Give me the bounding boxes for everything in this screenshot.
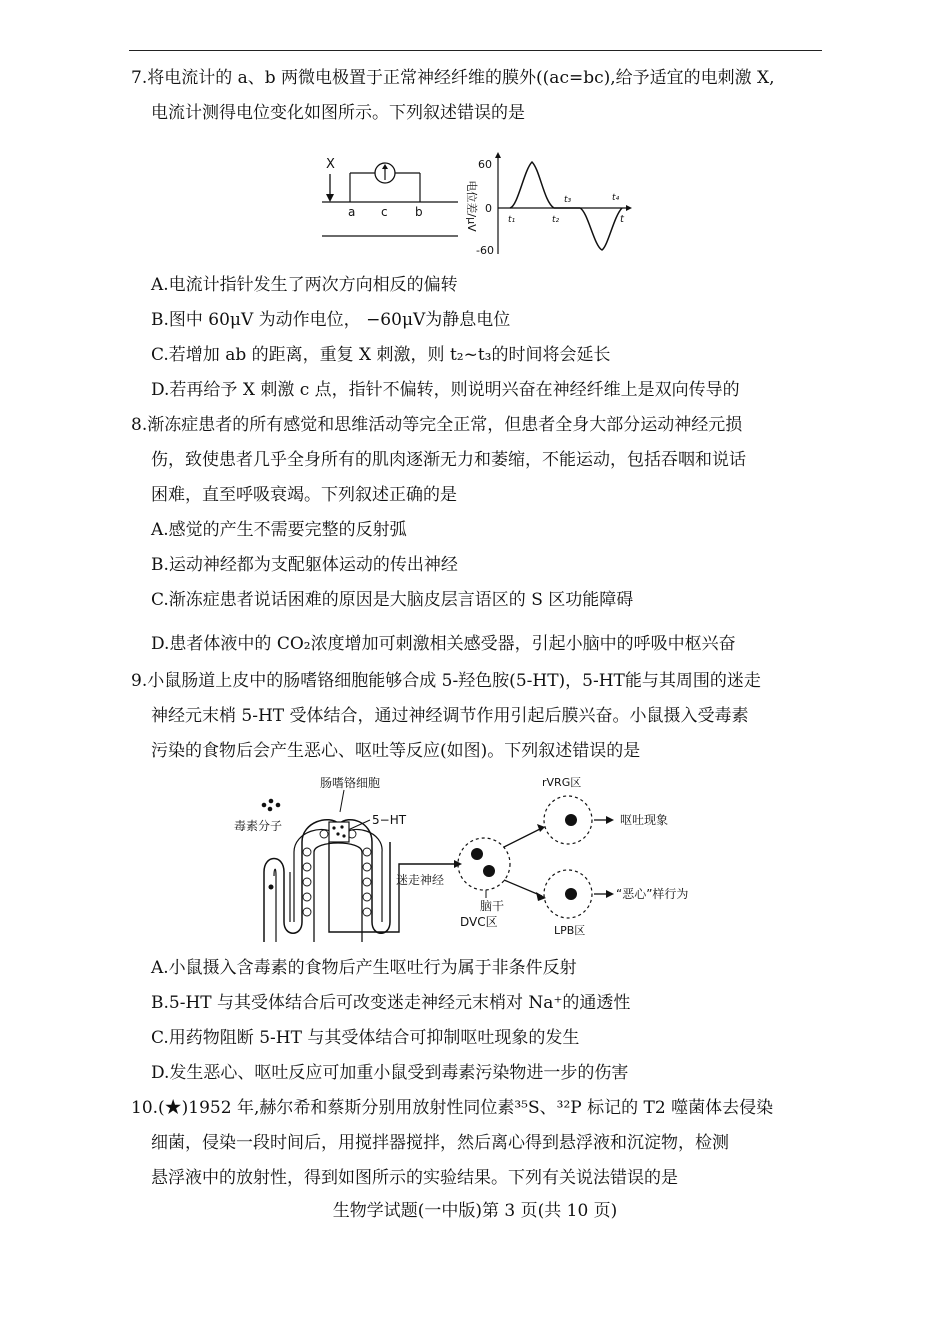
q9-brainstem-label: 脑干 [480,899,505,913]
q10-stem-line1: 10.(★)1952 年,赫尔希和蔡斯分别用放射性同位素³⁵S、³²P 标记的 T2 噬菌体去侵染 [131,1098,774,1118]
q8-stem-line3: 困难，直至呼吸衰竭。下列叙述正确的是 [151,485,457,505]
q8-option-b: B.运动神经都为支配躯体运动的传出神经 [151,555,458,575]
q7-option-d: D.若再给予 X 刺激 c 点，指针不偏转，则说明兴奋在神经纤维上是双向传导的 [151,380,740,400]
q7-stem-line2: 电流计测得电位变化如图所示。下列叙述错误的是 [151,103,525,123]
q7-option-c: C.若增加 ab 的距离，重复 X 刺激，则 t₂~t₃的时间将会延长 [151,345,611,365]
q7-figure [318,150,648,262]
q7-stim-label: X [326,157,335,172]
q9-serotonin-label: 5−HT [372,813,407,827]
q7-t2: t₂ [552,215,560,225]
q10-stem-line3: 悬浮液中的放射性，得到如图所示的实验结果。下列有关说法错误的是 [151,1168,678,1188]
q7-y-label: 电位差/μV [465,180,478,232]
q9-option-d: D.发生恶心、呕吐反应可加重小鼠受到毒素污染物进一步的伤害 [151,1063,629,1083]
q8-stem-line2: 伤，致使患者几乎全身所有的肌肉逐渐无力和萎缩，不能运动，包括吞咽和说话 [151,450,746,470]
q9-option-c: C.用药物阻断 5-HT 与其受体结合可抑制呕吐现象的发生 [151,1028,580,1048]
header-rule [129,50,822,51]
q9-stem-line1: 9.小鼠肠道上皮中的肠嗜铬细胞能够合成 5-羟色胺(5-HT)，5-HT能与其周围的迷走 [131,671,761,691]
q9-vagus-label: 迷走神经 [396,873,445,887]
q7-point-b: b [415,205,423,219]
page-footer: 生物学试题(一中版)第 3 页(共 10 页) [332,1201,618,1221]
q9-stem-line3: 污染的食物后会产生恶心、呕吐等反应(如图)。下列叙述错误的是 [151,741,641,761]
q10-stem-line2: 细菌，侵染一段时间后，用搅拌器搅拌，然后离心得到悬浮液和沉淀物，检测 [151,1133,729,1153]
q7-y-tick-60: 60 [478,158,492,171]
q7-y-tick-0: 0 [485,202,492,215]
q9-ec-cell-label: 肠嗜铬细胞 [320,776,381,790]
q7-t1: t₁ [508,215,516,225]
q8-option-c: C.渐冻症患者说话困难的原因是大脑皮层言语区的 S 区功能障碍 [151,590,634,610]
q7-stem-line1: 7.将电流计的 a、b 两微电极置于正常神经纤维的膜外((ac=bc),给予适宜的电刺激 X, [131,68,775,88]
q7-t3: t₃ [564,195,572,205]
q9-option-a: A.小鼠摄入含毒素的食物后产生呕吐行为属于非条件反射 [151,958,577,978]
q9-vagus-nerve-path [329,842,459,932]
q9-option-b: B.5-HT 与其受体结合后可改变迷走神经元末梢对 Na⁺的通透性 [151,993,631,1013]
q8-option-a: A.感觉的产生不需要完整的反射弧 [151,520,407,540]
q7-y-tick-neg60: -60 [476,244,494,257]
q7-potential-curve [510,162,622,250]
q7-option-a: A.电流计指针发生了两次方向相反的偏转 [151,275,458,295]
q8-stem-line1: 8.渐冻症患者的所有感觉和思维活动等完全正常，但患者全身大部分运动神经元损 [131,415,743,435]
q7-x-label: t [620,214,624,225]
q7-point-a: a [348,205,356,219]
q7-point-c: c [381,205,388,219]
q9-vomit-label: 呕吐现象 [620,813,669,827]
q9-toxin-label: 毒素分子 [234,819,283,833]
q9-stem-line2: 神经元末梢 5-HT 受体结合，通过神经调节作用引起后膜兴奋。小鼠摄入受毒素 [151,706,749,726]
q9-lpb-label: LPB区 [554,924,586,937]
q7-option-b: B.图中 60μV 为动作电位， −60μV为静息电位 [151,310,511,330]
q9-dvc-label: DVC区 [460,915,498,929]
q9-figure [224,772,724,944]
q9-nausea-label: “恶心”样行为 [616,887,689,901]
q8-option-d: D.患者体液中的 CO₂浓度增加可刺激相关感受器，引起小脑中的呼吸中枢兴奋 [151,634,736,654]
q7-t4: t₄ [612,193,620,203]
q9-rvrg-label: rVRG区 [542,776,582,789]
